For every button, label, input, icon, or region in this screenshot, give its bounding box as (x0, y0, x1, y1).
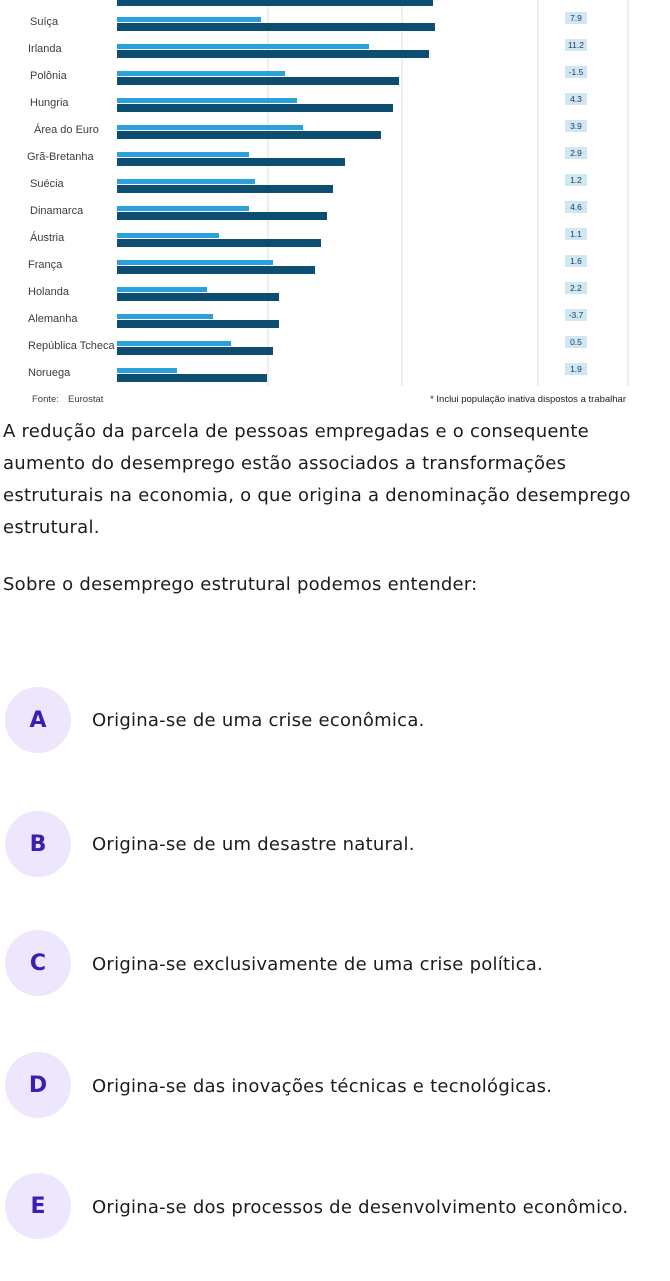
category-label: Polônia (30, 70, 67, 82)
bar-series-1 (117, 98, 297, 103)
category-label: Suécia (30, 178, 64, 190)
bar-series-1 (117, 314, 213, 319)
option-a-text: Origina-se de uma crise econômica. (92, 710, 425, 731)
option-c-text: Origina-se exclusivamente de uma crise política. (92, 954, 543, 975)
bar-series-1 (117, 233, 219, 238)
bar-series-1 (117, 44, 369, 49)
bar-series-2 (117, 23, 435, 31)
option-e-text: Origina-se dos processos de desenvolvimento econômico. (92, 1197, 629, 1218)
value-label: 3.9 (570, 121, 582, 131)
category-label: Alemanha (28, 313, 78, 325)
unemployment-chart (0, 0, 670, 410)
bar-series-1 (117, 152, 249, 157)
bar-series-1 (117, 206, 249, 211)
value-label: 0.5 (570, 337, 582, 347)
bar-series-2 (117, 158, 345, 166)
value-label: 4.6 (570, 202, 582, 212)
category-label: França (28, 259, 63, 271)
category-label: Suíça (30, 16, 59, 28)
option-b-letter: B (5, 811, 71, 877)
option-a-letter: A (5, 687, 71, 753)
bar-series-2 (117, 266, 315, 274)
value-label: 7.9 (570, 13, 582, 23)
bar-series-1 (117, 260, 273, 265)
category-label: Holanda (28, 286, 69, 298)
bar-series-1 (117, 341, 231, 346)
bar-cutoff (117, 0, 433, 6)
bar-series-2 (117, 185, 333, 193)
value-label: 1.6 (570, 256, 582, 266)
value-label: -1.5 (568, 67, 584, 77)
value-label: 1.9 (570, 364, 582, 374)
category-label: Hungria (30, 97, 69, 109)
question-prompt: Sobre o desemprego estrutural podemos entender: (3, 574, 478, 595)
bar-series-2 (117, 320, 279, 328)
option-d-text: Origina-se das inovações técnicas e tecnológicas. (92, 1076, 553, 1097)
value-label: 1.2 (570, 175, 582, 185)
bar-series-2 (117, 50, 429, 58)
question-block (3, 416, 663, 601)
option-b-text: Origina-se de um desastre natural. (92, 834, 415, 855)
bar-series-2 (117, 239, 321, 247)
bar-series-2 (117, 374, 267, 382)
category-label: Grã-Bretanha (27, 151, 94, 163)
value-label: 4.3 (570, 94, 582, 104)
bar-series-1 (117, 179, 255, 184)
value-label: 11.2 (568, 40, 584, 50)
category-label: Dinamarca (30, 205, 84, 217)
value-label: 2.2 (570, 283, 582, 293)
category-label: Noruega (28, 367, 71, 379)
bar-series-1 (117, 287, 207, 292)
bar-series-2 (117, 293, 279, 301)
category-label: República Tcheca (28, 340, 115, 352)
option-d-letter: D (5, 1052, 71, 1118)
bar-series-2 (117, 131, 381, 139)
value-label: 1.1 (570, 229, 582, 239)
bar-series-2 (117, 104, 393, 112)
chart-svg (0, 0, 670, 410)
option-e-letter: E (5, 1173, 71, 1239)
bar-series-2 (117, 212, 327, 220)
bar-series-1 (117, 368, 177, 373)
source-label: Fonte: (32, 394, 59, 405)
bar-series-2 (117, 77, 399, 85)
source-name: Eurostat (68, 394, 104, 405)
value-label: 2.9 (570, 148, 582, 158)
category-label: Irlanda (28, 43, 62, 55)
value-label: -3.7 (568, 310, 584, 320)
question-paragraph: A redução da parcela de pessoas empregadas e o consequente aumento do desemprego estão associados a transformações estruturais na economia, o que origina a denominação desemprego estrutural. (3, 421, 631, 538)
bar-series-1 (117, 17, 261, 22)
chart-footnote: * Inclui população inativa dispostos a trabalhar (430, 394, 626, 405)
bar-series-1 (117, 125, 303, 130)
category-label: Áustria (30, 232, 65, 244)
bar-series-1 (117, 71, 285, 76)
category-label: Área do Euro (34, 124, 99, 136)
option-c-letter: C (5, 930, 71, 996)
bar-series-2 (117, 347, 273, 355)
